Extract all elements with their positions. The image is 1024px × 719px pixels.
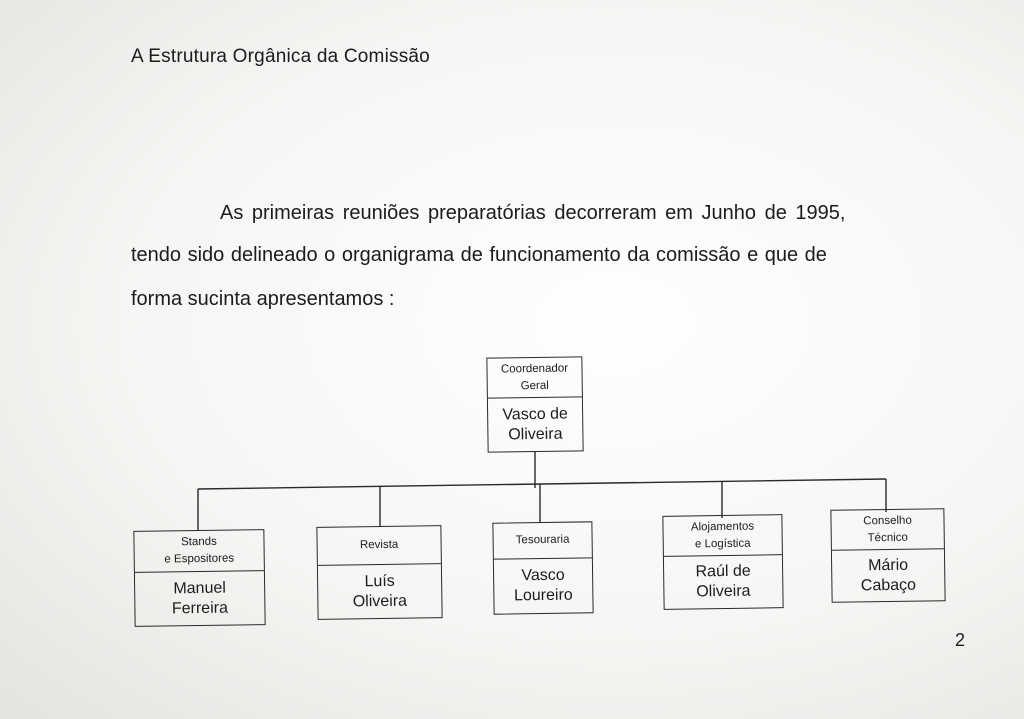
role-line-1: Coordenador xyxy=(500,362,569,375)
org-box-role xyxy=(663,515,782,557)
org-box-role xyxy=(134,530,264,573)
role-line-1: Conselho xyxy=(863,514,912,527)
paragraph-line-3: forma sucinta apresentamos : xyxy=(131,288,395,310)
name-line-1: Raúl de xyxy=(695,562,751,581)
paragraph-line-2: tendo sido delineado o organigrama de funcionamento da comissão e que de xyxy=(131,244,827,266)
org-box-coordenador xyxy=(486,356,583,452)
role-line-1: Revista xyxy=(359,538,399,552)
org-box-person xyxy=(135,571,265,626)
name-line-2: Oliveira xyxy=(696,582,751,601)
org-box-alojamentos xyxy=(662,514,783,610)
name-line-2: Loureiro xyxy=(513,586,573,605)
org-box-person xyxy=(488,397,583,451)
role-line-2: e Logística xyxy=(694,537,751,550)
org-box-person xyxy=(832,549,945,602)
org-box-tesouraria xyxy=(492,521,593,614)
role-line-1: Alojamentos xyxy=(690,520,755,533)
org-box-stands xyxy=(133,529,265,627)
role-line-2: e Espositores xyxy=(164,552,235,566)
name-line-2: Cabaço xyxy=(860,576,917,594)
org-box-revista xyxy=(316,525,442,620)
role-line-2: Técnico xyxy=(867,531,908,544)
name-line-1: Vasco xyxy=(521,566,565,585)
org-box-person xyxy=(318,564,442,619)
name-line-1: Mário xyxy=(868,556,909,574)
name-line-2: Oliveira xyxy=(352,592,408,610)
name-line-2: Ferreira xyxy=(171,599,229,617)
name-line-2: Oliveira xyxy=(508,425,563,443)
role-line-1: Stands xyxy=(181,535,217,549)
section-title: A Estrutura Orgânica da Comissão xyxy=(131,46,430,67)
role-line-1: Tesouraria xyxy=(515,533,570,547)
org-box-role xyxy=(493,522,591,559)
org-box-role xyxy=(487,357,582,398)
org-box-person xyxy=(494,558,593,613)
page-number: 2 xyxy=(955,630,966,650)
horizontal-bus-line xyxy=(198,479,886,489)
org-box-person xyxy=(664,555,783,609)
org-box-conselho xyxy=(830,508,945,603)
paragraph-line-1: As primeiras reuniões preparatórias decorreram em Junho de 1995, xyxy=(220,202,846,224)
name-line-1: Luís xyxy=(364,572,395,590)
role-line-2: Geral xyxy=(520,379,549,392)
name-line-1: Vasco de xyxy=(502,405,569,423)
org-box-role xyxy=(831,509,944,551)
name-line-1: Manuel xyxy=(173,579,226,597)
org-box-role xyxy=(317,526,441,566)
